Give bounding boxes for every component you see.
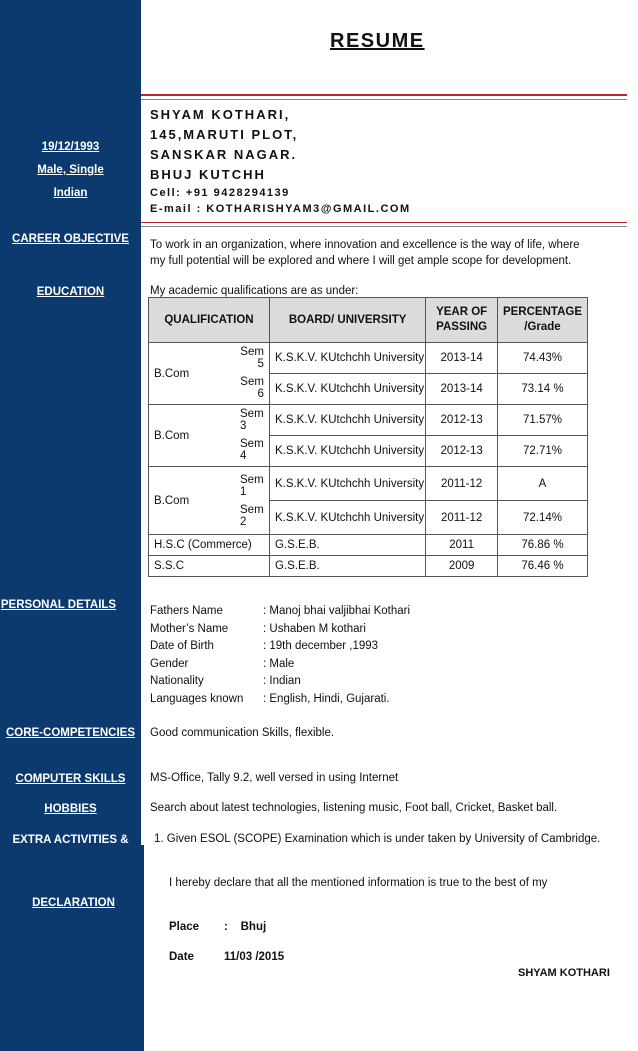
heading-hobbies: HOBBIES: [44, 803, 97, 815]
table-row: [149, 343, 588, 405]
sidebar-nationality: Indian: [53, 187, 88, 199]
sem-cell: Sem 6: [240, 376, 264, 400]
degree-cell: B.Com: [154, 494, 190, 507]
sem-cell: Sem 1: [240, 473, 264, 498]
page-title: RESUME: [330, 30, 425, 52]
detail-value: : Ushaben M kothari: [263, 622, 366, 635]
objective-line1: To work in an organization, where innovation and excellence is the way of life, where: [150, 239, 580, 251]
detail-key: Mother’s Name: [150, 622, 229, 635]
sem-cell: Sem 3: [240, 408, 264, 432]
sem-cell: Sem 4: [240, 438, 264, 462]
col-qualification: QUALIFICATION: [149, 298, 270, 343]
pct-cell: A: [538, 477, 547, 490]
education-table: [148, 297, 588, 577]
place-row: [169, 921, 266, 933]
col-year: YEAR OF PASSING: [426, 298, 498, 343]
header-rule-thin: [141, 99, 627, 100]
heading-personal-details: PERSONAL DETAILS: [0, 599, 117, 611]
declaration-text: I hereby declare that all the mentioned information is true to the best of my: [169, 877, 548, 889]
contact-email: E-mail : KOTHARISHYAM3@GMAIL.COM: [150, 203, 411, 215]
heading-extra-activities: EXTRA ACTIVITIES &: [12, 834, 129, 846]
core-competencies-text: Good communication Skills, flexible.: [150, 727, 335, 739]
sidebar-gender-status: Male, Single: [37, 164, 104, 176]
hobbies-text: Search about latest technologies, listening music, Foot ball, Cricket, Basket ball.: [150, 802, 558, 814]
table-row: [149, 467, 588, 535]
list-item: [150, 638, 410, 656]
year-cell: 2011-12: [426, 500, 497, 534]
date-value: 11/03 /2015: [224, 951, 285, 963]
list-item: [150, 603, 410, 621]
year-cell: 2013-14: [426, 373, 497, 404]
place-value: : Bhuj: [224, 921, 267, 933]
detail-key: Gender: [150, 657, 189, 670]
sidebar: [0, 0, 141, 1051]
board-cell: K.S.K.V. KUtchchh University: [274, 477, 425, 490]
year-cell: 2009: [426, 556, 498, 577]
detail-value: : Indian: [263, 675, 301, 687]
computer-skills-text: MS-Office, Tally 9.2, well versed in using Internet: [150, 772, 399, 784]
pct-cell: 72.14%: [498, 500, 587, 534]
detail-key: Date of Birth: [150, 640, 214, 652]
heading-core-competencies: CORE-COMPETENCIES: [5, 727, 136, 739]
heading-education: EDUCATION: [36, 286, 105, 298]
list-item: [150, 621, 410, 639]
col-percentage: PERCENTAGE /Grade: [497, 298, 587, 343]
detail-value: : Manoj bhai valjibhai Kothari: [263, 605, 411, 617]
pct-cell: 76.46 %: [497, 556, 587, 577]
detail-value: : English, Hindi, Gujarati.: [263, 692, 390, 705]
board-cell: G.S.E.B.: [269, 556, 425, 577]
date-row: [169, 951, 284, 963]
board-cell: K.S.K.V. KUtchchh University: [270, 373, 425, 404]
contact-line2: SANSKAR NAGAR.: [150, 147, 298, 162]
degree-cell: B.Com: [154, 367, 190, 380]
degree-cell: B.Com: [154, 429, 190, 442]
detail-key: Fathers Name: [150, 605, 223, 617]
list-item: [150, 656, 410, 674]
contact-name: SHYAM KOTHARI,: [150, 107, 291, 122]
table-row: [149, 556, 588, 577]
objective-line2: my full potential will be explored and where I will get ample scope for development.: [150, 255, 572, 267]
qual-cell: H.S.C (Commerce): [149, 535, 270, 556]
year-cell: 2011-12: [440, 477, 483, 490]
personal-details: [150, 603, 410, 708]
detail-key: Languages known: [150, 692, 244, 705]
pct-cell: 76.86 %: [497, 535, 587, 556]
pct-cell: 73.14 %: [498, 373, 587, 404]
sidebar-dob: 19/12/1993: [41, 141, 100, 153]
heading-career-objective: CAREER OBJECTIVE: [12, 233, 129, 245]
board-cell: K.S.K.V. KUtchchh University: [274, 414, 425, 426]
detail-value: : Male: [263, 657, 295, 670]
objective-text: [150, 237, 580, 269]
contact-rule-thin: [141, 226, 627, 227]
sem-cell: Sem 2: [240, 503, 264, 528]
board-cell: G.S.E.B.: [269, 535, 425, 556]
heading-declaration: DECLARATION: [32, 897, 115, 909]
heading-computer-skills: COMPUTER SKILLS: [15, 773, 126, 785]
board-cell: K.S.K.V. KUtchchh University: [274, 352, 425, 364]
year-cell: 2012-13: [440, 414, 483, 426]
list-item: [150, 673, 410, 691]
contact-line3: BHUJ KUTCHH: [150, 167, 266, 182]
contact-rule: [141, 222, 627, 223]
qual-cell: S.S.C: [149, 556, 270, 577]
board-cell: K.S.K.V. KUtchchh University: [270, 435, 425, 466]
place-label: Place: [169, 921, 200, 933]
board-cell: K.S.K.V. KUtchchh University: [270, 500, 425, 534]
detail-key: Nationality: [150, 675, 204, 687]
year-cell: 2012-13: [426, 435, 497, 466]
signature: SHYAM KOTHARI: [518, 967, 610, 979]
contact-line1: 145,MARUTI PLOT,: [150, 127, 299, 142]
year-cell: 2011: [426, 535, 498, 556]
detail-value: : 19th december ,1993: [263, 640, 379, 652]
table-row: [149, 535, 588, 556]
year-cell: 2013-14: [440, 352, 483, 364]
col-board: BOARD/ UNIVERSITY: [269, 298, 425, 343]
extra-activities-text: 1. Given ESOL (SCOPE) Examination which is under taken by University of Cambridge.: [154, 833, 601, 845]
header-rule: [141, 94, 627, 96]
sem-cell: Sem 5: [240, 346, 264, 370]
pct-cell: 74.43%: [522, 352, 562, 364]
table-row: [149, 405, 588, 467]
education-intro: My academic qualifications are as under:: [150, 285, 359, 297]
pct-cell: 71.57%: [522, 414, 562, 426]
contact-block: [150, 105, 411, 217]
pct-cell: 72.71%: [498, 435, 587, 466]
date-label: Date: [169, 951, 194, 963]
list-item: [150, 691, 410, 709]
contact-cell: Cell: +91 9428294139: [150, 187, 290, 199]
